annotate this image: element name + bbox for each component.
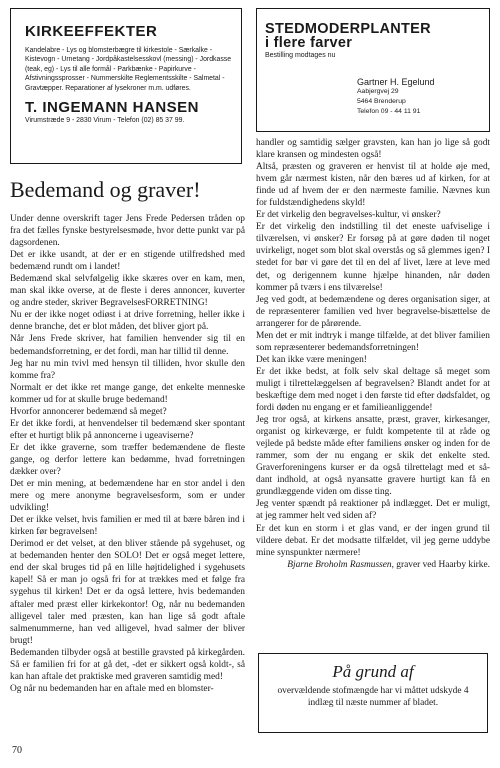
notice-text: overvældende stofmængde har vi måttet udskyde 4 indlæg til næste nummer af bladet. <box>277 686 469 708</box>
paragraph: Er det virkelig den indstilling til det eneste uafviselige i tilværelsen, vi ønsker? Er forsøg på at gøre døden til noget uvirkeligt, noget som blot skal overstås og så glemmes igen? I stedet for bør vi gøre det til en del af livet, lære at leve med det, og derigennem kunne hjælpe hinanden, når døden kommer på tværs i ens tilværelse! <box>256 222 490 293</box>
advertisement-stedmoderplanter <box>256 8 490 132</box>
ad-city: 5464 Brenderup <box>357 98 406 105</box>
paragraph: Hvorfor annoncerer bedemænd så meget? <box>10 406 167 417</box>
paragraph: handler og samtidig sælger gravsten, kan han jo lige så godt klare kransen og mindesten også! <box>256 138 490 161</box>
ad-heading-line2: i flere farver <box>265 35 353 51</box>
paragraph: Det er min mening, at bedemændene har en stor andel i den mere og mere anonyme begravelsesform, som er under udvikling! <box>10 479 245 514</box>
ad-heading: KIRKEEFFEKTER <box>25 23 158 40</box>
paragraph: Og når nu bedemanden har en aftale med en blomster- <box>10 683 214 694</box>
paragraph: Under denne overskrift tager Jens Frede Pedersen tråden op fra det fælles fynske bestyrelsesmøde, hvor dette punkt var på dagsordenen. <box>10 214 245 249</box>
paragraph: Altså, præsten og graveren er henvist til at holde øje med, hvem går nærmest kisten, når den bæres ud af kirken, for at finde ud af hvem der er den nærmeste familie. Nævnes kun for fuldstændighedens skyld! <box>256 162 490 209</box>
ad-heading-line1: STEDMODERPLANTER <box>265 21 431 37</box>
article-column-right <box>256 137 490 571</box>
ad-body: Kandelabre - Lys og blomsterbægre til kirkestole - Særkalke - Kistevogn - Urnetang - Jordpåkastelsesskovl (messing) - Jordkasse (teak, eg) - Lys til alle formål - Parkbænke - Papirkurve - Afstivningssprosser - Nummerskilte Reglementsskilte - Salmetal - Gravtæpper. Reparationer af lysekroner m.m. udføres. <box>25 47 232 92</box>
paragraph: Bedemanden tilbyder også at bestille gravsted på kirkegården. Så er familien fri for at gå det, -det er sikkert også koldt-, så kan han aftale det praktiske med graveren samtidig med! <box>10 647 245 682</box>
ad-company: T. INGEMANN HANSEN <box>25 99 200 117</box>
paragraph: Jeg venter spændt på reaktioner på indlægget. Det er muligt, at jeg rammer helt ved siden af? <box>256 499 490 522</box>
paragraph: Det er ikke usandt, at der er en stigende utilfredshed med bedemænd rundt om i landet! <box>10 250 245 273</box>
paragraph: Er det ikke graverne, som træffer bedemændene de fleste gange, og derfor lettere kan bedømme, hvad forretningen dækker over? <box>10 442 245 477</box>
ad-subtext: Bestilling modtages nu <box>265 52 336 59</box>
paragraph: Er det ikke fordi, at henvendelser til bedemænd sker spontant efter et hurtigt blik på annoncerne i ugeaviserne? <box>10 418 245 441</box>
ad-phone: Telefon 09 - 44 11 91 <box>357 108 421 115</box>
paragraph: Er det ikke bedst, at folk selv skal deltage så meget som muligt i tilrettelæggelsen af begravelsen? Blandt andet for at beskæftige dem med noget i den første tid efter dødsfaldet, og fordi døden nu engang er et familieanliggende! <box>256 366 490 414</box>
paragraph: Det er ikke velset, hvis familien er med til at bære båren ind i kirken før begravelsen! <box>10 515 245 538</box>
article-signature <box>256 559 490 571</box>
signature-role: graver ved Haarby kirke. <box>396 559 490 570</box>
notice-box <box>258 653 488 733</box>
notice-heading: På grund af <box>332 662 414 681</box>
signature-name: Bjarne Broholm Rasmussen, <box>287 559 394 570</box>
page-number: 70 <box>12 745 22 756</box>
paragraph: Jeg har nu min tvivl med hensyn til tilliden, hvor skulle den komme fra? <box>10 358 245 381</box>
paragraph: Er det kun en storm i et glas vand, er der ingen grund til vildere debat. Er det modsatte tilfældet, vil jeg gerne uddybe mine synspunkter nærmere! <box>256 523 490 558</box>
article-column-left <box>10 213 245 695</box>
paragraph: Jeg tror også, at kirkens ansatte, præst, graver, kirkesanger, organist og kirkeværge, er fuldt kompetente til at råde og vejlede på bedste måde efter familiens ønsker og inden for de rammer, som der nu engang er skik det enkelte sted. Graverforeningens kurser er da også tilrettelagt med et så- dant indhold, at også nyansatte gravere hurtigt kan få en grundlæggende viden om disse ting. <box>256 415 490 498</box>
advertisement-kirkeeffekter <box>10 8 242 164</box>
paragraph: Jeg ved godt, at bedemændene og deres organisation siger, at de repræsenterer familien ved hver begravelse-bisættelse de arrangerer for de pårørende. <box>256 294 490 329</box>
ad-name: Gartner H. Egelund <box>357 77 435 87</box>
paragraph: Bedemænd skal selvfølgelig ikke skæres over en kam, men, man skal ikke overse, at de fleste i deres annoncer, kuverter og andre steder, skriver BegravelsesFORRETNING! <box>10 274 245 309</box>
paragraph: Derimod er det velset, at den bliver stående på sygehuset, og at bedemanden henter den SOLO! Det er også meget lettere, end der skal bruges tid på en lille højtidelighed i sygehusets kapel! Så er man jo også fri for at trækkes med et følge fra sygehus til kirken! Det er da også lettere, hvis bedemanden aftaler med præst eller kirkekontor! Og, når nu bedemanden alligevel taler med præsten, kan han lige så godt aftale salmenummerne, han ved alligevel, hvad salmer der bliver brugt! <box>10 539 245 646</box>
paragraph: Normalt er det ikke ret mange gange, det enkelte menneske kommer ud for at skulle bruge bedemand! <box>10 382 245 405</box>
paragraph: Nu er der ikke noget odiøst i at drive forretning, heller ikke i denne branche, det er blot måden, det bliver gjort på. <box>10 310 245 333</box>
paragraph: Men det er mit indtryk i mange tilfælde, at det bliver familien som repræsenterer bedemandsforretningen! <box>256 330 490 353</box>
article-title: Bedemand og graver! <box>10 177 201 202</box>
paragraph: Når Jens Frede skriver, hat familien henvender sig til en bedemandsforretning, er det fordi, man har tillid til denne. <box>10 334 245 357</box>
ad-address-block <box>357 77 435 117</box>
ad-street: Aabjergvej 29 <box>357 88 399 95</box>
ad-address: Virumstræde 9 - 2830 Virum - Telefon (02) 85 37 99. <box>25 117 185 125</box>
paragraph: Er det virkelig den begravelses-kultur, vi ønsker? <box>256 210 441 221</box>
paragraph: Det kan ikke være meningen! <box>256 354 367 365</box>
